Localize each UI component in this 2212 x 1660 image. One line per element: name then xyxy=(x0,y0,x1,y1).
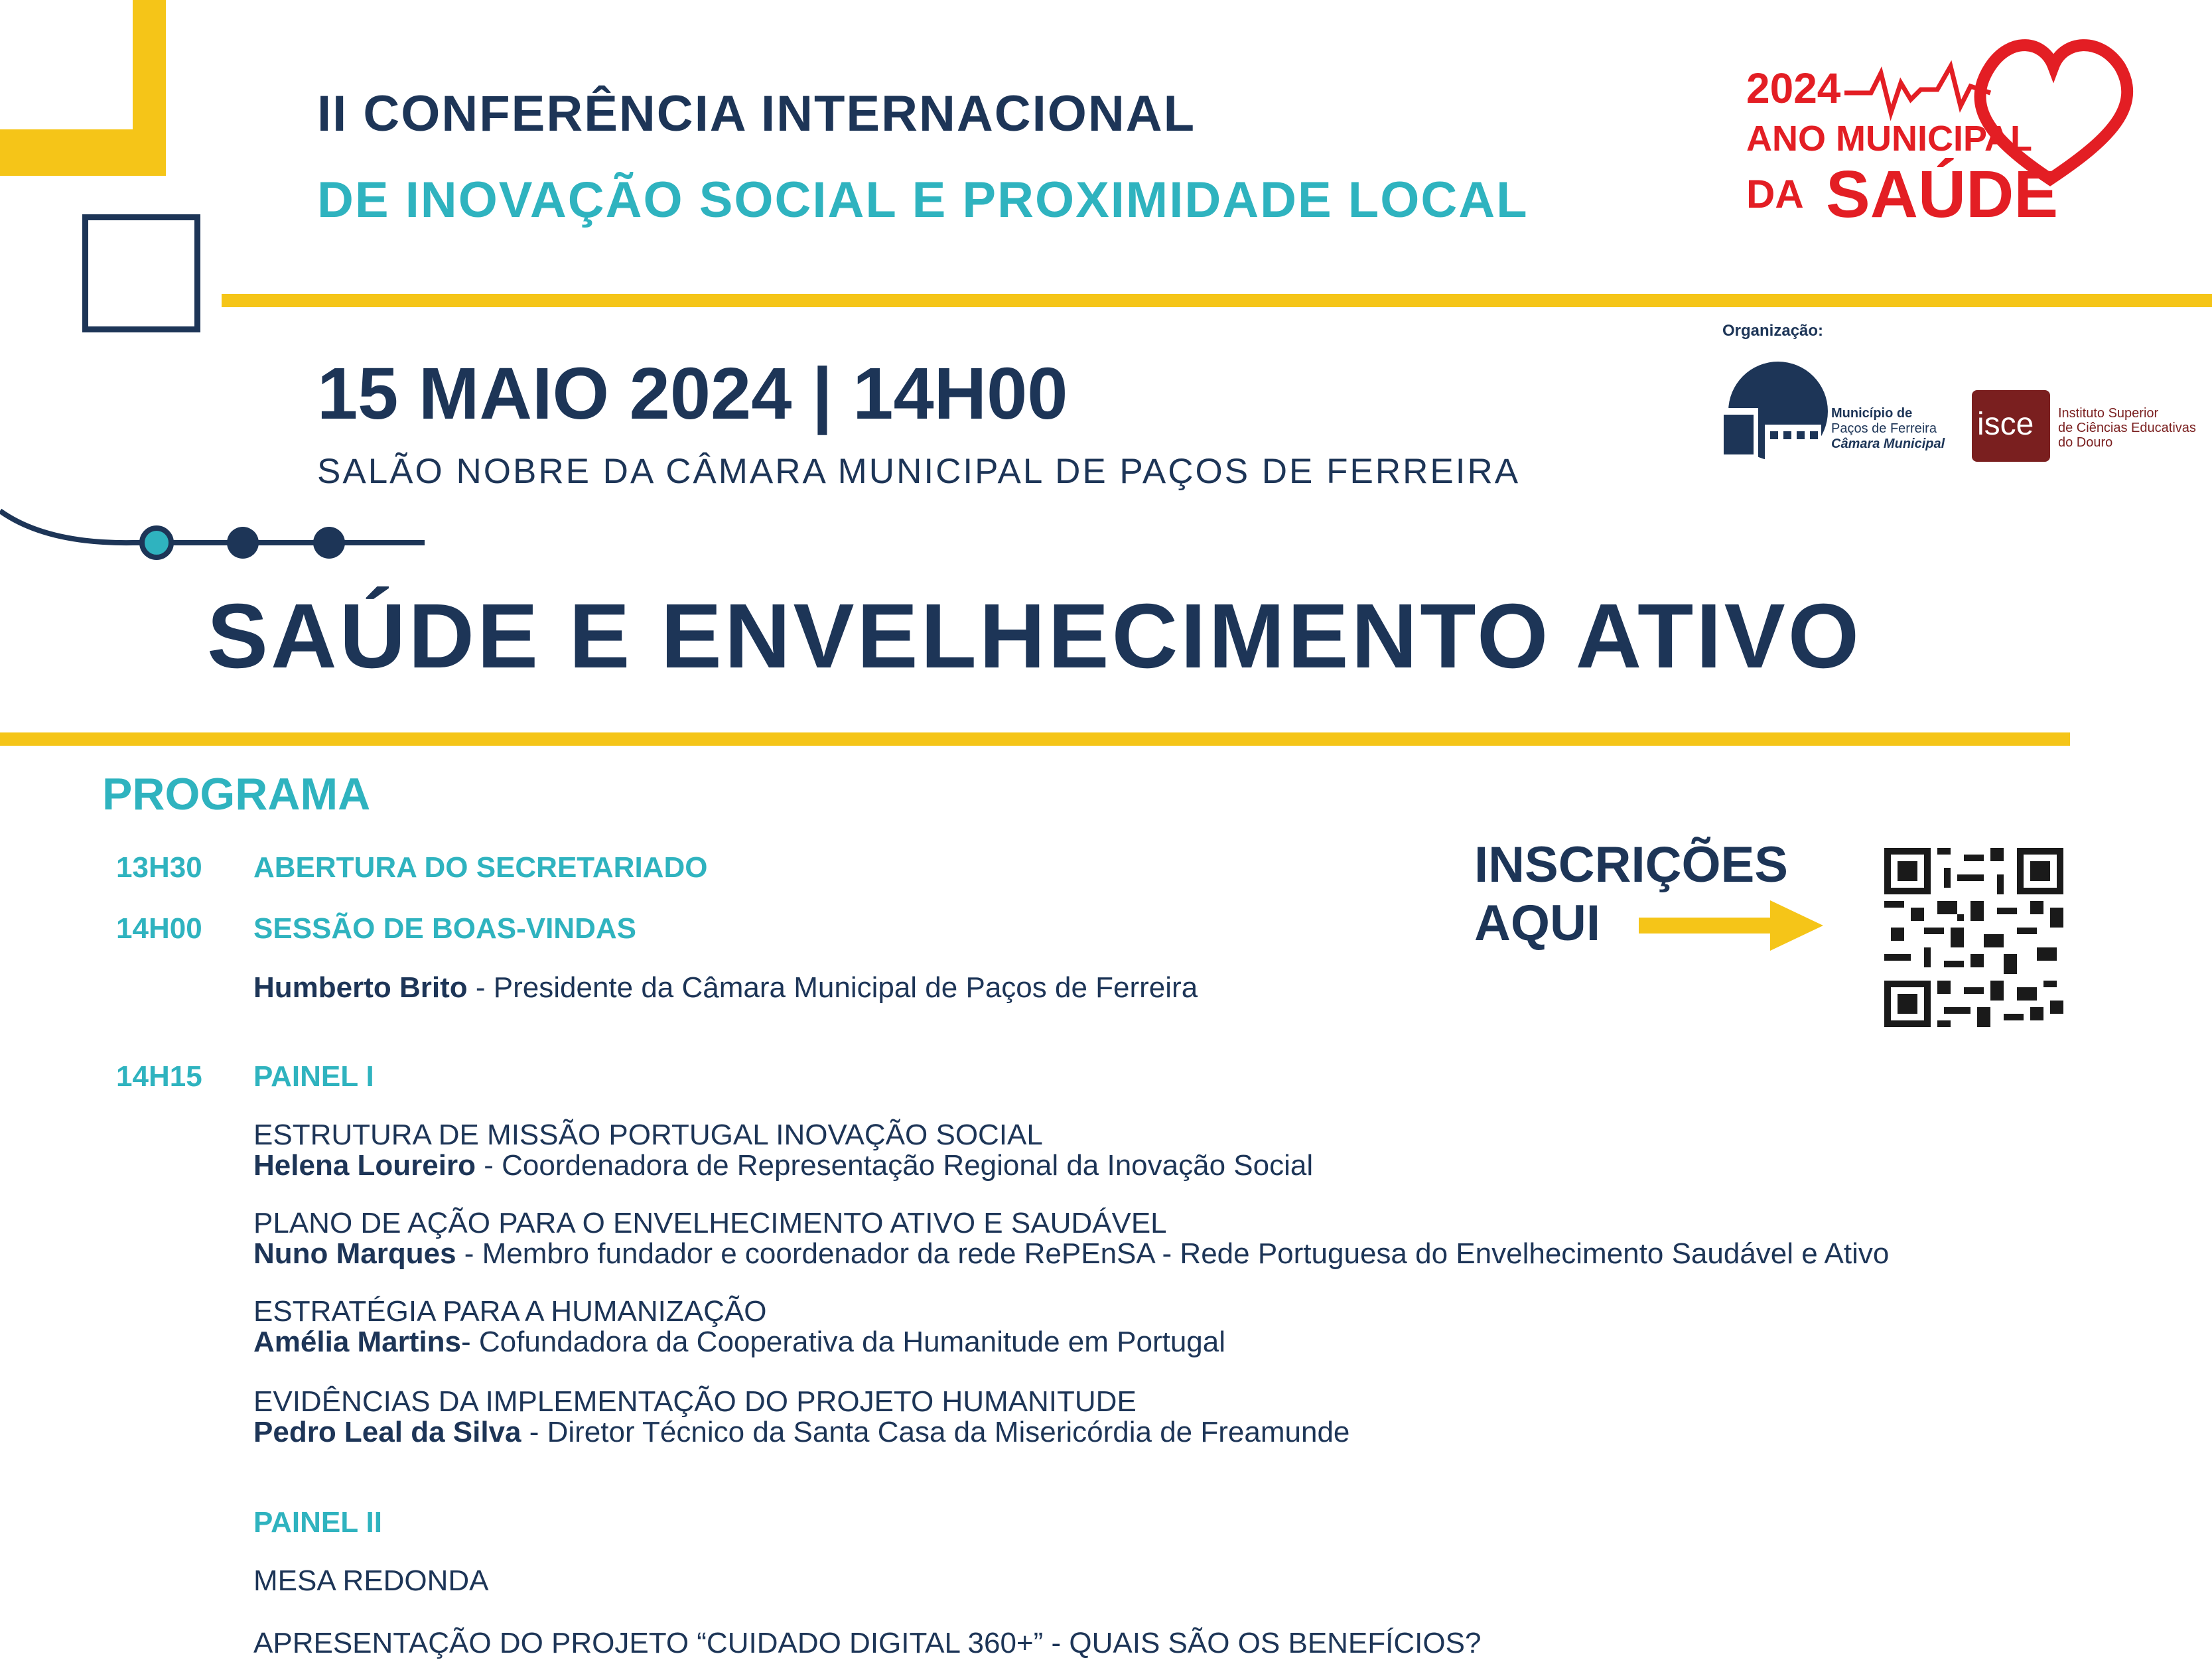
municipio-logo-text xyxy=(1831,406,1945,452)
health-logo-year: 2024 xyxy=(1746,64,1841,112)
schedule-title: PAINEL I xyxy=(253,1060,374,1093)
timeline-dot xyxy=(142,528,171,557)
schedule-time: 13H30 xyxy=(116,851,202,884)
schedule-time: 14H00 xyxy=(116,912,202,945)
isce-line3: do Douro xyxy=(2058,435,2113,450)
timeline-dot xyxy=(227,527,259,559)
speaker-name: Amélia Martins xyxy=(253,1326,461,1358)
panel-topic: PLANO DE AÇÃO PARA O ENVELHECIMENTO ATIVO E SAUDÁVEL xyxy=(253,1207,1167,1239)
registration-line1: INSCRIÇÕES xyxy=(1474,837,1788,893)
corner-decoration-cutout xyxy=(0,0,133,129)
panel-topic: APRESENTAÇÃO DO PROJETO “CUIDADO DIGITAL 360+” - QUAIS SÃO OS BENEFÍCIOS? xyxy=(253,1627,1482,1659)
organization-label: Organização: xyxy=(1722,322,1824,340)
speaker-name: Humberto Brito xyxy=(253,971,468,1004)
isce-line2: de Ciências Educativas xyxy=(2058,421,2196,435)
panel-topic: ESTRUTURA DE MISSÃO PORTUGAL INOVAÇÃO SOCIAL xyxy=(253,1119,1043,1151)
yellow-divider-top xyxy=(222,294,2212,307)
panel-speaker xyxy=(253,1326,1225,1359)
panel-topic: MESA REDONDA xyxy=(253,1564,489,1597)
speaker-role: - Membro fundador e coordenador da rede RePEnSA - Rede Portuguesa do Envelhecimento Saudável e Ativo xyxy=(456,1237,1890,1270)
panel-speaker xyxy=(253,1237,1889,1271)
conference-title-line1: II CONFERÊNCIA INTERNACIONAL xyxy=(317,86,1196,142)
speaker-name: Pedro Leal da Silva xyxy=(253,1416,521,1448)
schedule-title: ABERTURA DO SECRETARIADO xyxy=(253,851,708,884)
isce-logo-mark: isce xyxy=(1977,407,2034,442)
event-venue: SALÃO NOBRE DA CÂMARA MUNICIPAL DE PAÇOS DE FERREIRA xyxy=(317,452,1521,491)
municipio-line1: Município de xyxy=(1831,406,1913,421)
event-main-title: SAÚDE E ENVELHECIMENTO ATIVO xyxy=(207,585,1862,687)
qr-code-icon[interactable] xyxy=(1884,848,2063,1027)
schedule-time: 14H15 xyxy=(116,1060,202,1093)
municipio-building-icon xyxy=(1718,362,1828,464)
registration-line2: AQUI xyxy=(1474,895,1600,951)
panel-topic: EVIDÊNCIAS DA IMPLEMENTAÇÃO DO PROJETO HUMANITUDE xyxy=(253,1385,1137,1418)
arrow-right-icon xyxy=(1639,918,1771,934)
conference-title-line2: DE INOVAÇÃO SOCIAL E PROXIMIDADE LOCAL xyxy=(317,172,1529,228)
schedule-speaker xyxy=(253,971,1198,1004)
isce-logo-text xyxy=(2058,406,2196,450)
square-outline-decoration xyxy=(82,214,200,332)
municipio-line2: Paços de Ferreira xyxy=(1831,421,1937,436)
event-date-time: 15 MAIO 2024 | 14H00 xyxy=(317,353,1068,435)
yellow-divider-middle xyxy=(0,732,2070,746)
panel-title: PAINEL II xyxy=(253,1506,382,1539)
timeline-decoration xyxy=(0,498,431,564)
health-logo-da: DA xyxy=(1746,172,1804,216)
arrow-right-icon-head xyxy=(1770,900,1823,951)
panel-topic: ESTRATÉGIA PARA A HUMANIZAÇÃO xyxy=(253,1295,767,1328)
speaker-role: - Presidente da Câmara Municipal de Paços de Ferreira xyxy=(467,971,1198,1004)
speaker-role: - Diretor Técnico da Santa Casa da Misericórdia de Freamunde xyxy=(521,1416,1350,1448)
panel-speaker xyxy=(253,1416,1349,1449)
municipio-line3: Câmara Municipal xyxy=(1831,437,1945,451)
health-logo-saude: SAÚDE xyxy=(1826,157,2059,232)
health-logo-line1: ANO MUNICIPAL xyxy=(1746,119,2032,159)
speaker-name: Helena Loureiro xyxy=(253,1149,476,1182)
panel-speaker xyxy=(253,1149,1313,1182)
programa-heading: PROGRAMA xyxy=(102,769,371,819)
isce-line1: Instituto Superior xyxy=(2058,406,2159,421)
speaker-name: Nuno Marques xyxy=(253,1237,456,1270)
speaker-role: - Cofundadora da Cooperativa da Humanitude em Portugal xyxy=(460,1326,1226,1358)
speaker-role: - Coordenadora de Representação Regional da Inovação Social xyxy=(475,1149,1314,1182)
schedule-title: SESSÃO DE BOAS-VINDAS xyxy=(253,912,636,945)
timeline-dot xyxy=(313,527,345,559)
registration-callout[interactable] xyxy=(1474,836,1788,953)
